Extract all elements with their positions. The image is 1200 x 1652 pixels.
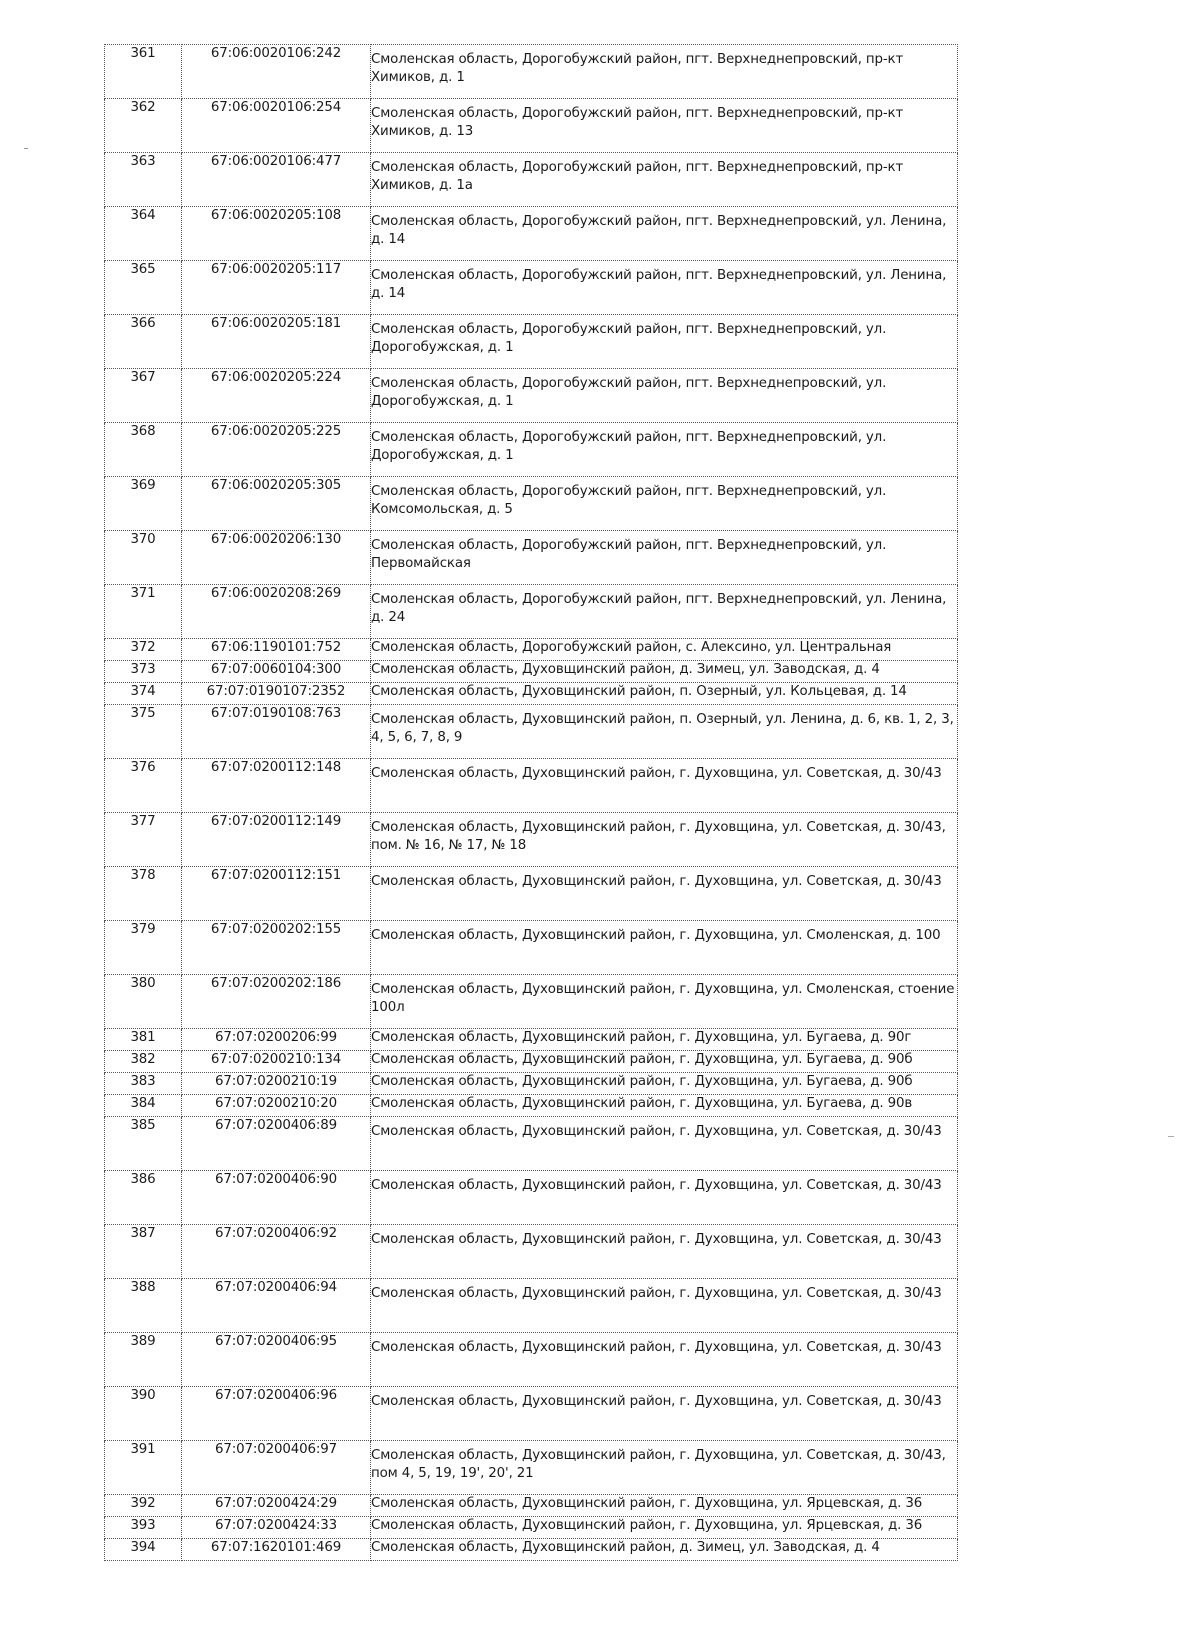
row-number: 376 <box>105 759 182 813</box>
table-row <box>105 1539 958 1561</box>
address: Смоленская область, Духовщинский район, г. Духовщина, ул. Бугаева, д. 90г <box>371 1029 958 1051</box>
cadastral-number: 67:07:0200112:151 <box>182 867 371 921</box>
table-row <box>105 1029 958 1051</box>
address: Смоленская область, Духовщинский район, г. Духовщина, ул. Советская, д. 30/43 <box>371 1279 958 1333</box>
property-register-table <box>104 44 958 1561</box>
row-number: 362 <box>105 99 182 153</box>
table-row <box>105 585 958 639</box>
row-number: 380 <box>105 975 182 1029</box>
address: Смоленская область, Духовщинский район, г. Духовщина, ул. Ярцевская, д. 36 <box>371 1495 958 1517</box>
table-row <box>105 921 958 975</box>
table-row <box>105 477 958 531</box>
table-row <box>105 661 958 683</box>
cadastral-number: 67:06:0020205:181 <box>182 315 371 369</box>
table-row <box>105 1279 958 1333</box>
table-row <box>105 683 958 705</box>
address: Смоленская область, Духовщинский район, г. Духовщина, ул. Советская, д. 30/43 <box>371 759 958 813</box>
row-number: 370 <box>105 531 182 585</box>
address: Смоленская область, Духовщинский район, г. Духовщина, ул. Советская, д. 30/43 <box>371 1171 958 1225</box>
row-number: 364 <box>105 207 182 261</box>
table-row <box>105 99 958 153</box>
cadastral-number: 67:07:0200406:94 <box>182 1279 371 1333</box>
address: Смоленская область, Духовщинский район, п. Озерный, ул. Ленина, д. 6, кв. 1, 2, 3, 4, 5, 6, 7, 8, 9 <box>371 705 958 759</box>
row-number: 368 <box>105 423 182 477</box>
row-number: 394 <box>105 1539 182 1561</box>
cadastral-number: 67:06:0020205:305 <box>182 477 371 531</box>
table-row <box>105 1225 958 1279</box>
table-row <box>105 759 958 813</box>
cadastral-number: 67:06:0020205:225 <box>182 423 371 477</box>
cadastral-number: 67:06:0020106:254 <box>182 99 371 153</box>
address: Смоленская область, Духовщинский район, г. Духовщина, ул. Смоленская, стоение 100л <box>371 975 958 1029</box>
table-row <box>105 423 958 477</box>
cadastral-number: 67:07:0200210:20 <box>182 1095 371 1117</box>
row-number: 391 <box>105 1441 182 1495</box>
address: Смоленская область, Духовщинский район, г. Духовщина, ул. Советская, д. 30/43 <box>371 1225 958 1279</box>
row-number: 375 <box>105 705 182 759</box>
cadastral-number: 67:07:0200406:96 <box>182 1387 371 1441</box>
row-number: 378 <box>105 867 182 921</box>
scan-speck <box>1168 1136 1174 1137</box>
register-body <box>105 45 958 1561</box>
row-number: 379 <box>105 921 182 975</box>
row-number: 371 <box>105 585 182 639</box>
address: Смоленская область, Духовщинский район, г. Духовщина, ул. Ярцевская, д. 36 <box>371 1517 958 1539</box>
table-row <box>105 1095 958 1117</box>
cadastral-number: 67:07:0200210:19 <box>182 1073 371 1095</box>
table-row <box>105 153 958 207</box>
cadastral-number: 67:06:0020205:224 <box>182 369 371 423</box>
table-row <box>105 975 958 1029</box>
table-row <box>105 1441 958 1495</box>
row-number: 386 <box>105 1171 182 1225</box>
cadastral-number: 67:06:1190101:752 <box>182 639 371 661</box>
cadastral-number: 67:07:0200406:89 <box>182 1117 371 1171</box>
row-number: 372 <box>105 639 182 661</box>
address: Смоленская область, Духовщинский район, г. Духовщина, ул. Советская, д. 30/43 <box>371 1387 958 1441</box>
address: Смоленская область, Духовщинский район, г. Духовщина, ул. Бугаева, д. 90б <box>371 1051 958 1073</box>
table-row <box>105 315 958 369</box>
cadastral-number: 67:07:0200206:99 <box>182 1029 371 1051</box>
row-number: 387 <box>105 1225 182 1279</box>
cadastral-number: 67:07:0200210:134 <box>182 1051 371 1073</box>
address: Смоленская область, Духовщинский район, г. Духовщина, ул. Советская, д. 30/43 <box>371 867 958 921</box>
row-number: 367 <box>105 369 182 423</box>
address: Смоленская область, Духовщинский район, г. Духовщина, ул. Советская, д. 30/43 <box>371 1333 958 1387</box>
table-row <box>105 639 958 661</box>
address: Смоленская область, Духовщинский район, г. Духовщина, ул. Смоленская, д. 100 <box>371 921 958 975</box>
row-number: 384 <box>105 1095 182 1117</box>
row-number: 393 <box>105 1517 182 1539</box>
row-number: 389 <box>105 1333 182 1387</box>
scan-speck <box>24 148 28 149</box>
cadastral-number: 67:07:0200424:33 <box>182 1517 371 1539</box>
row-number: 365 <box>105 261 182 315</box>
cadastral-number: 67:07:0200406:97 <box>182 1441 371 1495</box>
table-row <box>105 1517 958 1539</box>
cadastral-number: 67:07:0190107:2352 <box>182 683 371 705</box>
row-number: 374 <box>105 683 182 705</box>
address: Смоленская область, Дорогобужский район, пгт. Верхнеднепровский, ул. Ленина, д. 24 <box>371 585 958 639</box>
cadastral-number: 67:06:0020206:130 <box>182 531 371 585</box>
cadastral-number: 67:07:0200406:92 <box>182 1225 371 1279</box>
cadastral-number: 67:07:0200112:149 <box>182 813 371 867</box>
address: Смоленская область, Духовщинский район, г. Духовщина, ул. Советская, д. 30/43, пом 4, 5, 19, 19', 20', 21 <box>371 1441 958 1495</box>
address: Смоленская область, Дорогобужский район, пгт. Верхнеднепровский, ул. Ленина, д. 14 <box>371 207 958 261</box>
row-number: 377 <box>105 813 182 867</box>
cadastral-number: 67:07:0200406:95 <box>182 1333 371 1387</box>
table-row <box>105 1387 958 1441</box>
cadastral-number: 67:07:0190108:763 <box>182 705 371 759</box>
table-row <box>105 45 958 99</box>
cadastral-number: 67:07:0200112:148 <box>182 759 371 813</box>
cadastral-number: 67:07:0060104:300 <box>182 661 371 683</box>
address: Смоленская область, Духовщинский район, п. Озерный, ул. Кольцевая, д. 14 <box>371 683 958 705</box>
address: Смоленская область, Дорогобужский район, пгт. Верхнеднепровский, ул. Комсомольская, д. 5 <box>371 477 958 531</box>
table-row <box>105 369 958 423</box>
table-row <box>105 813 958 867</box>
row-number: 385 <box>105 1117 182 1171</box>
table-row <box>105 1333 958 1387</box>
cadastral-number: 67:06:0020205:117 <box>182 261 371 315</box>
row-number: 381 <box>105 1029 182 1051</box>
address: Смоленская область, Духовщинский район, г. Духовщина, ул. Советская, д. 30/43 <box>371 1117 958 1171</box>
cadastral-number: 67:06:0020208:269 <box>182 585 371 639</box>
table-row <box>105 1051 958 1073</box>
address: Смоленская область, Дорогобужский район, пгт. Верхнеднепровский, пр-кт Химиков, д. 13 <box>371 99 958 153</box>
address: Смоленская область, Духовщинский район, д. Зимец, ул. Заводская, д. 4 <box>371 661 958 683</box>
row-number: 388 <box>105 1279 182 1333</box>
row-number: 392 <box>105 1495 182 1517</box>
address: Смоленская область, Дорогобужский район, пгт. Верхнеднепровский, ул. Дорогобужская, д. 1 <box>371 369 958 423</box>
table-row <box>105 1495 958 1517</box>
row-number: 361 <box>105 45 182 99</box>
cadastral-number: 67:06:0020106:242 <box>182 45 371 99</box>
cadastral-number: 67:07:0200202:155 <box>182 921 371 975</box>
address: Смоленская область, Духовщинский район, д. Зимец, ул. Заводская, д. 4 <box>371 1539 958 1561</box>
table-row <box>105 207 958 261</box>
address: Смоленская область, Дорогобужский район, пгт. Верхнеднепровский, пр-кт Химиков, д. 1 <box>371 45 958 99</box>
cadastral-number: 67:07:0200202:186 <box>182 975 371 1029</box>
table-row <box>105 1117 958 1171</box>
row-number: 369 <box>105 477 182 531</box>
row-number: 383 <box>105 1073 182 1095</box>
row-number: 382 <box>105 1051 182 1073</box>
cadastral-number: 67:07:1620101:469 <box>182 1539 371 1561</box>
address: Смоленская область, Духовщинский район, г. Духовщина, ул. Бугаева, д. 90в <box>371 1095 958 1117</box>
table-row <box>105 1073 958 1095</box>
cadastral-number: 67:06:0020205:108 <box>182 207 371 261</box>
address: Смоленская область, Дорогобужский район, пгт. Верхнеднепровский, ул. Дорогобужская, д. 1 <box>371 315 958 369</box>
address: Смоленская область, Дорогобужский район, с. Алексино, ул. Центральная <box>371 639 958 661</box>
table-row <box>105 867 958 921</box>
table-row <box>105 261 958 315</box>
table-row <box>105 1171 958 1225</box>
address: Смоленская область, Дорогобужский район, пгт. Верхнеднепровский, пр-кт Химиков, д. 1а <box>371 153 958 207</box>
table-row <box>105 705 958 759</box>
cadastral-number: 67:06:0020106:477 <box>182 153 371 207</box>
row-number: 366 <box>105 315 182 369</box>
row-number: 390 <box>105 1387 182 1441</box>
table-row <box>105 531 958 585</box>
address: Смоленская область, Дорогобужский район, пгт. Верхнеднепровский, ул. Ленина, д. 14 <box>371 261 958 315</box>
cadastral-number: 67:07:0200406:90 <box>182 1171 371 1225</box>
row-number: 363 <box>105 153 182 207</box>
row-number: 373 <box>105 661 182 683</box>
address: Смоленская область, Духовщинский район, г. Духовщина, ул. Бугаева, д. 90б <box>371 1073 958 1095</box>
cadastral-number: 67:07:0200424:29 <box>182 1495 371 1517</box>
address: Смоленская область, Дорогобужский район, пгт. Верхнеднепровский, ул. Дорогобужская, д. 1 <box>371 423 958 477</box>
address: Смоленская область, Дорогобужский район, пгт. Верхнеднепровский, ул. Первомайская <box>371 531 958 585</box>
address: Смоленская область, Духовщинский район, г. Духовщина, ул. Советская, д. 30/43, пом. № 16, № 17, № 18 <box>371 813 958 867</box>
